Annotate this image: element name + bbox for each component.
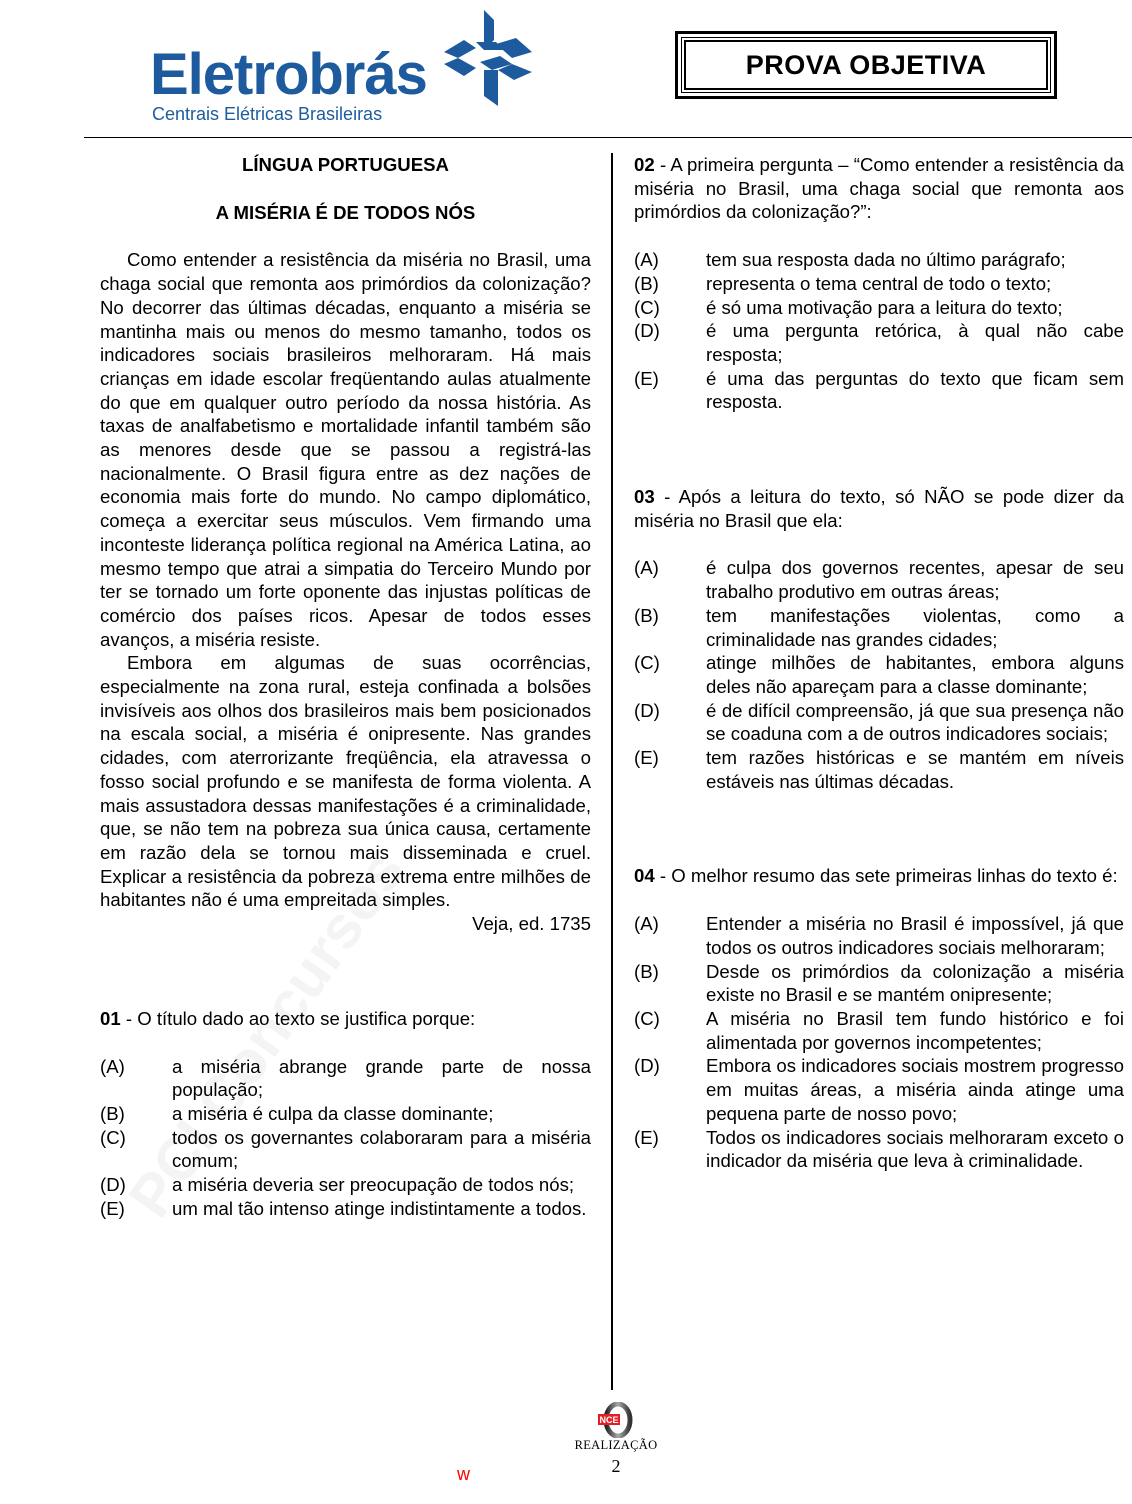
option-letter: (A)	[634, 913, 659, 935]
option-d[interactable]	[634, 1054, 1124, 1125]
option-d[interactable]	[634, 699, 1124, 746]
option-letter: (A)	[634, 249, 659, 271]
nce-logo-icon	[596, 1402, 636, 1438]
option-c[interactable]	[100, 1126, 591, 1173]
option-letter: (C)	[634, 296, 660, 318]
question-number: 03	[634, 486, 655, 508]
question-04	[634, 864, 1124, 1172]
option-letter: (A)	[100, 1055, 125, 1077]
option-text: um mal tão intenso atinge indistintamente a todos.	[172, 1197, 587, 1219]
option-letter: (D)	[100, 1174, 126, 1196]
text-title: A MISÉRIA É DE TODOS NÓS	[215, 201, 476, 223]
page-number: 2	[611, 1456, 621, 1476]
option-b[interactable]	[634, 272, 1124, 296]
option-text: Desde os primórdios da colonização a miséria existe no Brasil e se mantém onipresente;	[706, 960, 1124, 1006]
option-c[interactable]	[634, 651, 1124, 698]
question-stem	[634, 485, 1124, 532]
option-c[interactable]	[634, 296, 1124, 320]
question-01	[100, 1007, 591, 1221]
organizer-label: REALIZAÇÃO	[574, 1438, 658, 1452]
option-letter: (E)	[634, 367, 659, 389]
stray-mark: w	[457, 1464, 470, 1484]
option-text: atinge milhões de habitantes, embora alguns deles não apareçam para a classe dominante;	[706, 652, 1124, 697]
subject-heading: LÍNGUA PORTUGUESA	[242, 154, 449, 175]
option-a[interactable]	[634, 912, 1124, 959]
option-letter: (E)	[634, 1126, 659, 1148]
option-text: é de difícil compreensão, já que sua presença não se coaduna com a de outros indicadores sociais;	[706, 699, 1124, 745]
option-letter: (C)	[100, 1126, 126, 1148]
answer-options	[634, 556, 1124, 793]
question-stem	[634, 153, 1124, 224]
option-letter: (D)	[634, 1055, 660, 1077]
option-a[interactable]	[634, 248, 1124, 272]
option-letter: (B)	[634, 960, 659, 982]
text-paragraph-1: Como entender a resistência da miséria no Brasil, uma chaga social que remonta aos primórdios da colonização? No decorrer das últimas décadas, enquanto a miséria se mantinha mais ou menos do mesmo tamanho, todos os indicadores sociais brasileiros melhoraram. Há mais crianças em idade escolar freqüentando aulas atualmente do que em qualquer outro período da nossa história. As taxas de analfabetismo e mortalidade infantil também são as menores desde que se passou a registrá-las nacionalmente. O Brasil figura entre as dez nações de economia mais forte do mundo. No campo diplomático, começa a exercitar seus músculos. Vem firmando uma inconteste liderança política regional na América Latina, ao mesmo tempo que atrai a simpatia do Terceiro Mundo por ter se tornado um forte oponente das injustas políticas de comércio dos países ricos. Apesar de todos esses avanços, a miséria resiste.	[100, 249, 591, 650]
option-text: Todos os indicadores sociais melhoraram exceto o indicador da miséria que leva à criminalidade.	[706, 1126, 1124, 1172]
option-letter: (E)	[100, 1197, 125, 1219]
option-letter: (C)	[634, 652, 660, 674]
option-b[interactable]	[634, 604, 1124, 651]
option-letter: (B)	[634, 272, 659, 294]
option-text: a miséria é culpa da classe dominante;	[172, 1102, 494, 1124]
option-text: tem sua resposta dada no último parágrafo;	[706, 249, 1066, 271]
option-c[interactable]	[634, 1007, 1124, 1054]
option-e[interactable]	[634, 367, 1124, 414]
option-letter: (B)	[100, 1102, 125, 1124]
option-text: é uma das perguntas do texto que ficam sem resposta.	[706, 367, 1124, 413]
text-source: Veja, ed. 1735	[472, 913, 591, 935]
option-text: é culpa dos governos recentes, apesar de seu trabalho produtivo em outras áreas;	[706, 557, 1124, 603]
option-text: representa o tema central de todo o texto;	[706, 272, 1052, 294]
option-letter: (D)	[634, 699, 660, 721]
option-d[interactable]	[100, 1173, 591, 1197]
option-text: a miséria abrange grande parte de nossa população;	[172, 1055, 591, 1101]
option-letter: (C)	[634, 1007, 660, 1029]
question-stem	[634, 864, 1124, 888]
question-text: - Após a leitura do texto, só NÃO se pode dizer da miséria no Brasil que ela:	[634, 486, 1124, 531]
nce-logo-text: NCE	[599, 1415, 619, 1425]
option-b[interactable]	[100, 1102, 591, 1126]
left-column	[100, 153, 591, 1220]
eletrobras-logo	[150, 10, 540, 124]
question-number: 04	[634, 865, 655, 887]
option-text: a miséria deveria ser preocupação de todos nós;	[172, 1174, 575, 1196]
badge-frame	[684, 40, 1048, 90]
option-e[interactable]	[634, 1126, 1124, 1173]
header-divider	[84, 137, 1132, 138]
logo-subtitle: Centrais Elétricas Brasileiras	[152, 104, 383, 124]
option-text: todos os governantes colaboraram para a miséria comum;	[172, 1126, 591, 1172]
question-02	[634, 153, 1124, 414]
option-e[interactable]	[634, 746, 1124, 793]
badge-label: PROVA OBJETIVA	[745, 49, 987, 80]
answer-options	[634, 248, 1124, 414]
option-a[interactable]	[634, 556, 1124, 603]
option-letter: (D)	[634, 320, 660, 342]
option-letter: (B)	[634, 604, 659, 626]
option-b[interactable]	[634, 960, 1124, 1007]
question-03	[634, 485, 1124, 793]
column-divider	[611, 153, 613, 1390]
question-text: - A primeira pergunta – “Como entender a resistência da miséria no Brasil, uma chaga social que remonta aos primórdios da colonização?”:	[634, 154, 1124, 223]
exam-type-badge	[675, 31, 1057, 99]
logo-wordmark: Eletrobrás	[150, 42, 427, 107]
answer-options	[100, 1055, 591, 1221]
option-text: Embora os indicadores sociais mostrem progresso em muitas áreas, a miséria ainda atinge uma pequena parte de nosso povo;	[706, 1055, 1124, 1124]
question-stem	[100, 1007, 591, 1031]
question-number: 02	[634, 154, 655, 175]
option-text: tem razões históricas e se mantém em níveis estáveis nas últimas décadas.	[706, 747, 1124, 792]
option-text: Entender a miséria no Brasil é impossível, já que todos os outros indicadores sociais melhoraram;	[706, 913, 1124, 958]
question-text: - O melhor resumo das sete primeiras linhas do texto é:	[654, 865, 1118, 887]
option-letter: (A)	[634, 557, 659, 579]
option-d[interactable]	[634, 319, 1124, 366]
option-text: A miséria no Brasil tem fundo histórico e foi alimentada por governos incompetentes;	[706, 1007, 1124, 1053]
answer-options	[634, 912, 1124, 1173]
option-text: é uma pergunta retórica, à qual não cabe resposta;	[706, 320, 1124, 365]
right-column	[634, 153, 1124, 1173]
question-number: 01	[100, 1007, 121, 1029]
question-text: - O título dado ao texto se justifica porque:	[120, 1007, 476, 1029]
option-text: tem manifestações violentas, como a criminalidade nas grandes cidades;	[706, 604, 1124, 650]
option-e[interactable]	[100, 1197, 591, 1221]
option-text: é só uma motivação para a leitura do texto;	[706, 296, 1063, 318]
eletrobras-mark-icon	[436, 10, 536, 110]
text-paragraph-2: Embora em algumas de suas ocorrências, especialmente na zona rural, esteja confinada a bolsões invisíveis aos olhos dos brasileiros mais bem posicionados na escala social, a miséria é onipresente. Nas grandes cidades, com aterrorizante freqüência, ela atravessa o fosso social profundo e se manifesta de forma violenta. A mais assustadora dessas manifestações é a criminalidade, que, se não tem na pobreza sua única causa, certamente em razão dela se tornou mais disseminada e cruel. Explicar a resistência da pobreza extrema entre milhões de habitantes não é uma empreitada simples.	[100, 652, 591, 911]
option-a[interactable]	[100, 1055, 591, 1102]
option-letter: (E)	[634, 747, 659, 769]
